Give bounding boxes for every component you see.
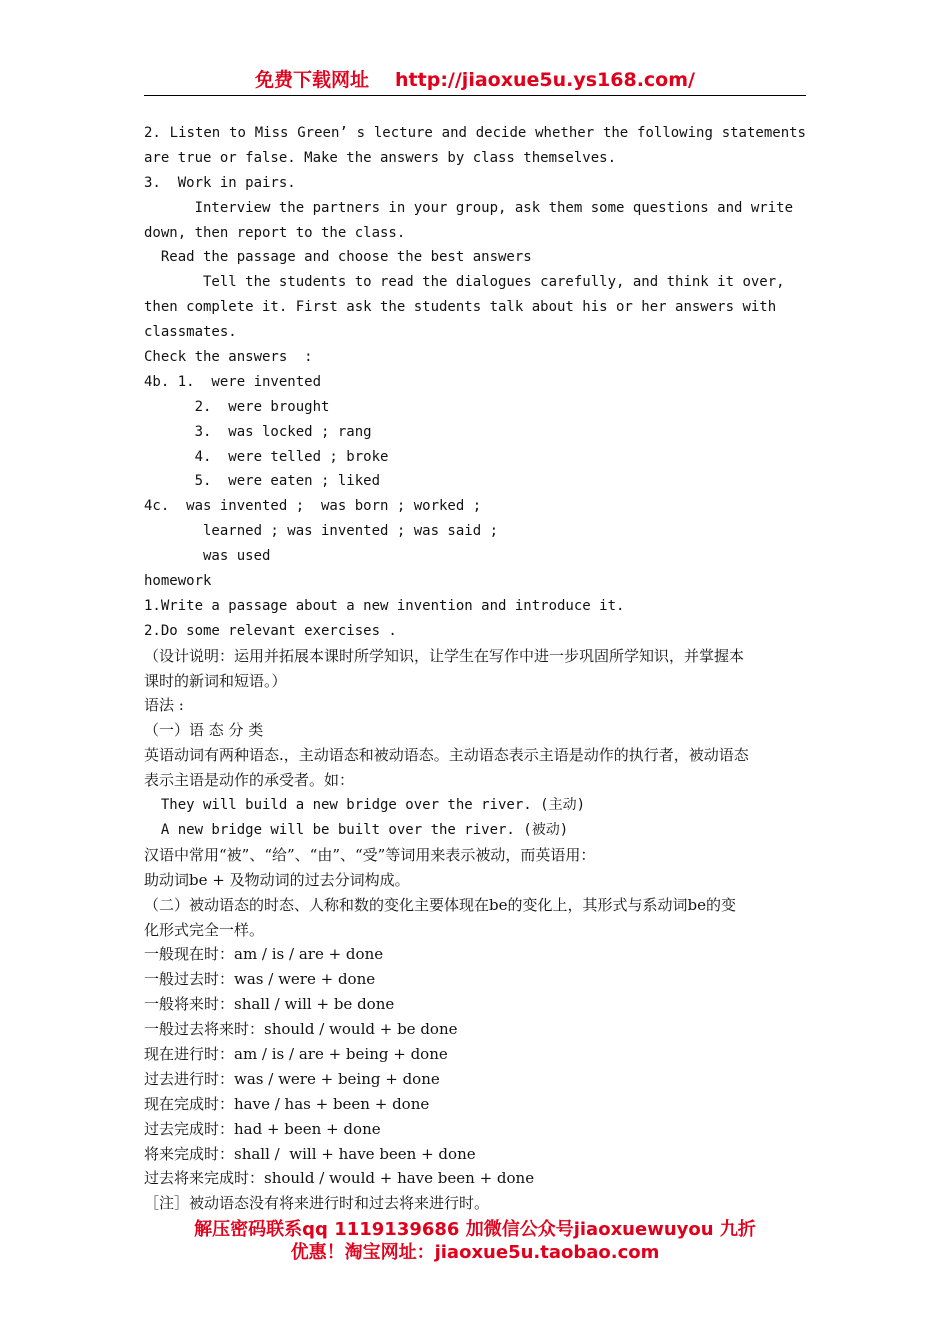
example-line: They will build a new bridge over the river. (主动) <box>144 797 586 814</box>
answer-line: 4. were telled ; broke <box>144 448 389 465</box>
text-line: classmates. <box>144 324 237 341</box>
text-line: Interview the partners in your group, ask them some questions and write <box>144 199 794 216</box>
text-line: 助动词be + 及物动词的过去分词构成。 <box>144 870 410 889</box>
answer-line: was used <box>144 548 271 565</box>
tense-line: 一般过去时：was / were + done <box>144 970 376 989</box>
text-line: 表示主语是动作的承受者。如： <box>144 771 355 790</box>
section-heading: （一）语 态 分 类 <box>144 721 264 740</box>
tense-line: 一般现在时：am / is / are + done <box>144 945 384 964</box>
answer-line: 2. were brought <box>144 398 330 415</box>
answer-line: 3. was locked ; rang <box>144 423 372 440</box>
tense-line: 现在进行时：am / is / are + being + done <box>144 1044 448 1063</box>
answer-line: learned ; was invented ; was said ; <box>144 523 499 540</box>
tense-line: 一般将来时：shall / will + be done <box>144 995 395 1014</box>
text-line: down, then report to the class. <box>144 224 406 241</box>
section-heading: 语法 : <box>144 696 184 715</box>
document-body <box>144 121 806 1216</box>
text-line: 课时的新词和短语。） <box>144 671 287 690</box>
header-divider <box>144 95 806 96</box>
text-line: Tell the students to read the dialogues carefully, and think it over, <box>144 274 785 291</box>
text-line: 3. Work in pairs. <box>144 174 296 191</box>
text-line: 英语动词有两种语态.，主动语态和被动语态。主动语态表示主语是动作的执行者，被动语态 <box>144 746 749 765</box>
tense-line: 一般过去将来时：should / would + be done <box>144 1020 458 1039</box>
text-line: 汉语中常用“被”、“给”、“由”、“受”等词用来表示被动，而英语用： <box>144 845 596 864</box>
text-line: Read the passage and choose the best answers <box>144 249 532 266</box>
text-line: 2.Do some relevant exercises . <box>144 622 397 639</box>
text-line: （二）被动语态的时态、人称和数的变化主要体现在be的变化上，其形式与系动词be的变 <box>144 895 736 914</box>
header-title: 免费下载网址 <box>255 69 370 91</box>
tense-line: 过去完成时：had + been + done <box>144 1119 381 1138</box>
text-line: are true or false. Make the answers by class themselves. <box>144 149 617 166</box>
page-header <box>144 66 806 94</box>
header-url[interactable]: http://jiaoxue5u.ys168.com/ <box>395 69 695 91</box>
text-line: 化形式完全一样。 <box>144 920 265 939</box>
tense-line: 将来完成时：shall / will + have been + done <box>144 1144 476 1163</box>
note-line: ［注］被动语态没有将来进行时和过去将来进行时。 <box>144 1194 490 1213</box>
tense-line: 过去进行时：was / were + being + done <box>144 1069 440 1088</box>
text-line: then complete it. First ask the students talk about his or her answers with <box>144 299 777 316</box>
text-line: 2. Listen to Miss Green’ s lecture and decide whether the following statements <box>144 125 806 141</box>
tense-line: 过去将来完成时：should / would + have been + done <box>144 1169 535 1188</box>
footer-line-2: 优惠！淘宝网址：jiaoxue5u.taobao.com <box>290 1242 660 1263</box>
text-line: 1.Write a passage about a new invention and introduce it. <box>144 597 625 614</box>
page-footer <box>144 1218 806 1264</box>
section-heading: homework <box>144 573 212 590</box>
tense-line: 现在完成时：have / has + been + done <box>144 1094 430 1113</box>
text-line: （设计说明：运用并拓展本课时所学知识，让学生在写作中进一步巩固所学知识，并掌握本 <box>144 646 745 665</box>
footer-line-1: 解压密码联系qq 1119139686 加微信公众号jiaoxuewuyou 九折 <box>194 1219 756 1240</box>
text-line: Check the answers : <box>144 349 313 366</box>
answer-line: 4c. was invented ; was born ; worked ; <box>144 498 482 515</box>
answer-line: 5. were eaten ; liked <box>144 473 381 490</box>
example-line: A new bridge will be built over the river. (被动) <box>144 821 569 838</box>
answer-line: 4b. 1. were invented <box>144 373 322 390</box>
